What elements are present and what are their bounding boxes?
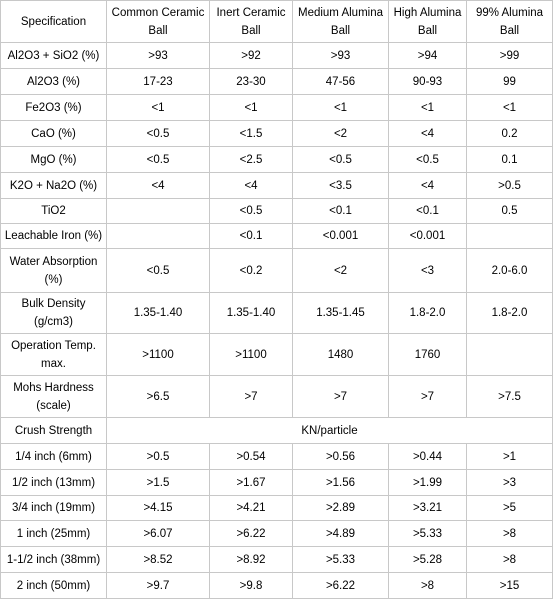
table-row [1,376,553,418]
table-cell: >6.22 [293,573,389,599]
table-cell: >92 [210,43,293,69]
header-cell: Medium Alumina Ball [293,1,389,43]
table-cell: >93 [293,43,389,69]
table-cell: >1100 [107,334,210,376]
row-label: Al2O3 (%) [1,69,107,95]
table-cell: >8 [389,573,467,599]
table-cell: <2 [293,249,389,293]
header-cell: Common Ceramic Ball [107,1,210,43]
table-cell: 0.1 [467,147,553,173]
table-cell: >4.89 [293,521,389,547]
table-cell: <2.5 [210,147,293,173]
table-cell: >1.5 [107,470,210,496]
table-row [1,470,553,496]
table-cell: <0.001 [293,224,389,249]
table-cell: 2.0-6.0 [467,249,553,293]
table-cell: >6.5 [107,376,210,418]
unit-cell: KN/particle [107,418,553,444]
table-cell: <4 [389,121,467,147]
table-cell: <0.5 [107,249,210,293]
table-cell: <0.1 [293,199,389,224]
table-cell: <0.5 [107,147,210,173]
table-cell: >7.5 [467,376,553,418]
table-cell: <0.2 [210,249,293,293]
table-cell: 1.8-2.0 [389,293,467,334]
table-cell: <2 [293,121,389,147]
row-label: K2O + Na2O (%) [1,173,107,199]
row-label: Mohs Hardness (scale) [1,376,107,418]
row-label: 3/4 inch (19mm) [1,496,107,521]
table-cell: >1100 [210,334,293,376]
table-cell: <1 [210,95,293,121]
table-cell: 47-56 [293,69,389,95]
table-cell: <4 [210,173,293,199]
table-cell: <0.5 [293,147,389,173]
row-label: Al2O3 + SiO2 (%) [1,43,107,69]
table-cell: <1.5 [210,121,293,147]
table-cell: >5.33 [389,521,467,547]
table-cell: 99 [467,69,553,95]
table-cell: >8.52 [107,547,210,573]
table-cell: >2.89 [293,496,389,521]
row-label: 1/4 inch (6mm) [1,444,107,470]
table-cell: >15 [467,573,553,599]
table-cell: <1 [389,95,467,121]
table-row [1,547,553,573]
table-cell: <0.5 [107,121,210,147]
table-cell: >1.99 [389,470,467,496]
table-cell: 1.35-1.40 [210,293,293,334]
table-cell: >0.5 [467,173,553,199]
table-cell: >0.5 [107,444,210,470]
table-cell: >4.21 [210,496,293,521]
table-cell: 1480 [293,334,389,376]
table-cell: <4 [107,173,210,199]
header-cell: High Alumina Ball [389,1,467,43]
table-cell: >7 [389,376,467,418]
row-label: 1-1/2 inch (38mm) [1,547,107,573]
table-cell: >0.44 [389,444,467,470]
row-label: Operation Temp. max. [1,334,107,376]
table-cell: >8 [467,521,553,547]
table-cell: >9.7 [107,573,210,599]
table-cell: >3 [467,470,553,496]
table-cell: 1.35-1.45 [293,293,389,334]
table-cell: 90-93 [389,69,467,95]
table-cell [467,224,553,249]
table-cell: 1.35-1.40 [107,293,210,334]
table-cell [107,199,210,224]
table-cell: >99 [467,43,553,69]
table-cell: 17-23 [107,69,210,95]
table-cell: >8 [467,547,553,573]
table-row [1,249,553,293]
header-cell: Inert Ceramic Ball [210,1,293,43]
table-cell: >6.22 [210,521,293,547]
table-row [1,95,553,121]
row-label: Crush Strength [1,418,107,444]
crush-strength-row [1,418,553,444]
table-cell: >7 [293,376,389,418]
row-label: 2 inch (50mm) [1,573,107,599]
table-row [1,43,553,69]
table-cell: >7 [210,376,293,418]
table-row [1,521,553,547]
table-row [1,173,553,199]
table-cell: <1 [107,95,210,121]
table-cell: >94 [389,43,467,69]
row-label: 1/2 inch (13mm) [1,470,107,496]
header-cell: Specification [1,1,107,43]
table-cell: <1 [293,95,389,121]
header-row [1,1,553,43]
table-cell: >5.28 [389,547,467,573]
table-row [1,147,553,173]
table-row [1,573,553,599]
table-cell: 1760 [389,334,467,376]
table-row [1,224,553,249]
table-cell: <0.1 [389,199,467,224]
table-cell: <3 [389,249,467,293]
row-label: Leachable Iron (%) [1,224,107,249]
table-cell: >93 [107,43,210,69]
table-row [1,496,553,521]
row-label: Bulk Density (g/cm3) [1,293,107,334]
table-row [1,293,553,334]
table-row [1,199,553,224]
table-cell: >1.56 [293,470,389,496]
row-label: TiO2 [1,199,107,224]
header-cell: 99% Alumina Ball [467,1,553,43]
table-cell: <4 [389,173,467,199]
table-row [1,69,553,95]
table-cell: >5 [467,496,553,521]
table-row [1,121,553,147]
table-cell: <0.001 [389,224,467,249]
row-label: Fe2O3 (%) [1,95,107,121]
table-cell: >0.56 [293,444,389,470]
table-cell: >0.54 [210,444,293,470]
table-cell: >4.15 [107,496,210,521]
table-cell: >1.67 [210,470,293,496]
table-row [1,334,553,376]
table-cell: <0.1 [210,224,293,249]
table-cell: >1 [467,444,553,470]
table-cell [467,334,553,376]
table-row [1,444,553,470]
table-cell: 23-30 [210,69,293,95]
row-label: 1 inch (25mm) [1,521,107,547]
row-label: Water Absorption (%) [1,249,107,293]
row-label: MgO (%) [1,147,107,173]
table-cell: <3.5 [293,173,389,199]
table-cell: >5.33 [293,547,389,573]
table-cell: 1.8-2.0 [467,293,553,334]
table-cell: >8.92 [210,547,293,573]
table-cell: <1 [467,95,553,121]
table-cell [107,224,210,249]
table-cell: <0.5 [210,199,293,224]
table-cell: 0.5 [467,199,553,224]
table-cell: <0.5 [389,147,467,173]
table-cell: 0.2 [467,121,553,147]
table-cell: >3.21 [389,496,467,521]
table-cell: >9.8 [210,573,293,599]
row-label: CaO (%) [1,121,107,147]
table-cell: >6.07 [107,521,210,547]
